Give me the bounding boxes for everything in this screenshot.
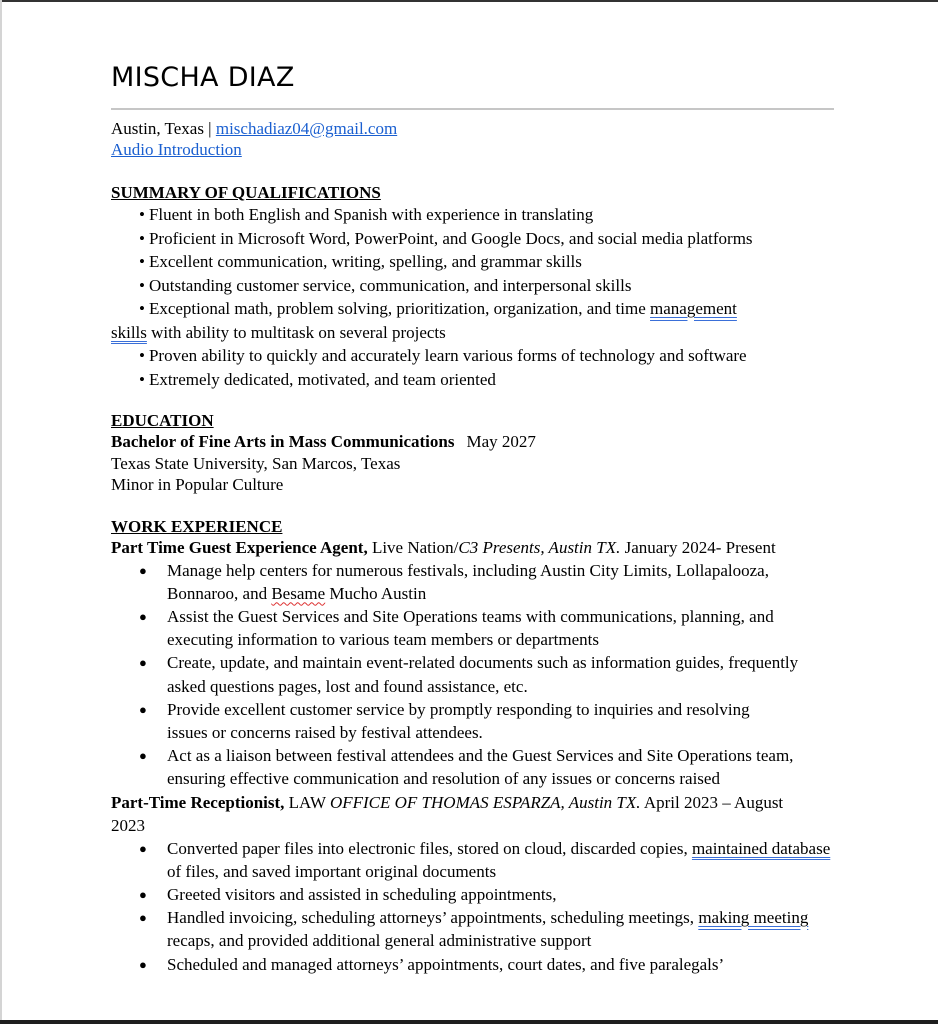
- job-dates: January 2024- Present: [620, 538, 776, 557]
- minor: Minor in Popular Culture: [111, 475, 284, 494]
- location: Austin, Texas |: [111, 119, 216, 138]
- list-item: [111, 227, 851, 251]
- list-item: [111, 953, 837, 976]
- bullet-icon: •: [139, 228, 145, 248]
- education-heading: EDUCATION: [111, 411, 214, 430]
- list-item: [111, 698, 787, 744]
- list-item: [111, 744, 817, 790]
- job-dates: April 2023 – August 2023: [111, 792, 784, 835]
- item-text: Manage help centers for numerous festivals, including Austin City Limits, Lollapalooza, Bonnaroo, and: [167, 560, 769, 603]
- item-text: Greeted visitors and assisted in scheduling appointments,: [167, 884, 557, 904]
- bullet-icon: •: [139, 369, 145, 389]
- item-text: Act as a liaison between festival attendees and the Guest Services and Site Operations team, ensuring effective communication and resolution of any issues or concerns raised: [167, 746, 794, 789]
- bullet-icon: •: [139, 252, 145, 271]
- bullet-icon: •: [139, 275, 145, 295]
- item-text: Outstanding customer service, communication, and interpersonal skills: [148, 275, 632, 295]
- work-heading: WORK EXPERIENCE: [111, 517, 283, 536]
- item-text: Proven ability to quickly and accurately learn various forms of technology and software: [148, 346, 747, 365]
- job-header: [111, 791, 801, 837]
- window-bottom-edge: [0, 1020, 938, 1024]
- item-text: recaps, and provided additional general administrative support: [167, 931, 592, 951]
- window-top-edge: [0, 0, 938, 2]
- summary-list: [111, 203, 851, 391]
- bullet-icon: •: [139, 346, 145, 365]
- summary-section: [111, 182, 851, 391]
- bullet-icon: •: [139, 299, 145, 318]
- employer-italic: C3 Presents, Austin TX.: [458, 538, 621, 557]
- spelling-flag[interactable]: Besame: [271, 583, 326, 603]
- degree-line: [111, 431, 851, 453]
- bullet-icon: ●: [139, 840, 147, 856]
- job-title: Part-Time Receptionist,: [111, 792, 285, 812]
- employer: Live Nation/: [367, 538, 459, 557]
- employer: LAW: [284, 792, 330, 812]
- bullet-icon: ●: [139, 655, 147, 671]
- grammar-flag[interactable]: making meeting: [698, 908, 809, 928]
- item-text: Excellent communication, writing, spelling, and grammar skills: [148, 252, 582, 271]
- item-text: Proficient in Microsoft Word, PowerPoint, and Google Docs, and social media platforms: [148, 228, 753, 248]
- list-item: [111, 203, 851, 227]
- item-text: Assist the Guest Services and Site Operations teams with communications, planning, and executing information to various team members or departments: [167, 606, 774, 650]
- audio-introduction-link[interactable]: Audio Introduction: [111, 140, 242, 159]
- item-text: Scheduled and managed attorneys’ appointments, court dates, and five paralegals’: [167, 954, 725, 974]
- employer-italic: OFFICE OF THOMAS ESPARZA, Austin TX.: [329, 792, 641, 812]
- degree: Bachelor of Fine Arts in Mass Communications: [111, 432, 455, 451]
- contact-block: [111, 118, 397, 160]
- bullet-icon: ●: [139, 701, 147, 717]
- list-item: [111, 274, 851, 298]
- job-header: [111, 537, 851, 559]
- bullet-icon: ●: [139, 886, 147, 902]
- bullet-icon: ●: [139, 748, 147, 764]
- candidate-name: MISCHA DIAZ: [111, 62, 295, 93]
- contact-line: [111, 118, 397, 139]
- item-text: Handled invoicing, scheduling attorneys’ appointments, scheduling meetings,: [167, 908, 699, 928]
- item-text: Converted paper files into electronic files, stored on cloud, discarded copies,: [167, 838, 692, 858]
- job2-bullets: [111, 837, 851, 976]
- summary-heading: SUMMARY OF QUALIFICATIONS: [111, 183, 381, 202]
- bullet-icon: ●: [139, 608, 147, 624]
- item-text: with ability to multitask on several projects: [146, 322, 446, 342]
- grammar-flag[interactable]: maintained database: [691, 838, 831, 858]
- item-text: of files, and saved important original documents: [167, 861, 497, 881]
- grammar-flag[interactable]: skills: [111, 322, 147, 342]
- bullet-icon: ●: [139, 910, 147, 926]
- item-text: Exceptional math, problem solving, prioritization, organization, and time: [148, 299, 651, 318]
- job-title: Part Time Guest Experience Agent,: [111, 538, 368, 557]
- item-text: Mucho Austin: [325, 583, 427, 603]
- list-item: [111, 344, 851, 368]
- school: Texas State University, San Marcos, Texas: [111, 453, 401, 473]
- work-section: [111, 516, 851, 976]
- window-left-edge: [0, 0, 2, 1024]
- education-section: [111, 410, 851, 496]
- list-item: [111, 250, 851, 274]
- resume-page: [111, 60, 841, 974]
- item-text: Extremely dedicated, motivated, and team oriented: [148, 369, 496, 389]
- email-link[interactable]: mischadiaz04@gmail.com: [215, 119, 398, 138]
- list-item: [111, 837, 847, 883]
- header-rule: [111, 108, 834, 110]
- bullet-icon: ●: [139, 562, 147, 578]
- job1-bullets: [111, 559, 851, 791]
- list-item: [111, 559, 837, 605]
- list-item: [111, 297, 809, 344]
- bullet-icon: ●: [139, 956, 147, 972]
- degree-date: May 2027: [466, 432, 536, 451]
- item-text: Create, update, and maintain event-related documents such as information guides, frequently asked questions pages, lost and found assistance, etc.: [167, 653, 799, 696]
- item-text: Fluent in both English and Spanish with experience in translating: [148, 205, 594, 224]
- bullet-icon: •: [139, 205, 145, 224]
- list-item: [111, 906, 827, 952]
- list-item: [111, 651, 807, 697]
- list-item: [111, 368, 851, 392]
- list-item: [111, 605, 837, 651]
- item-text: Provide excellent customer service by promptly responding to inquiries and resolving issues or concerns raised by festival attendees.: [167, 699, 750, 742]
- grammar-flag[interactable]: management: [650, 299, 737, 318]
- list-item: [111, 883, 837, 906]
